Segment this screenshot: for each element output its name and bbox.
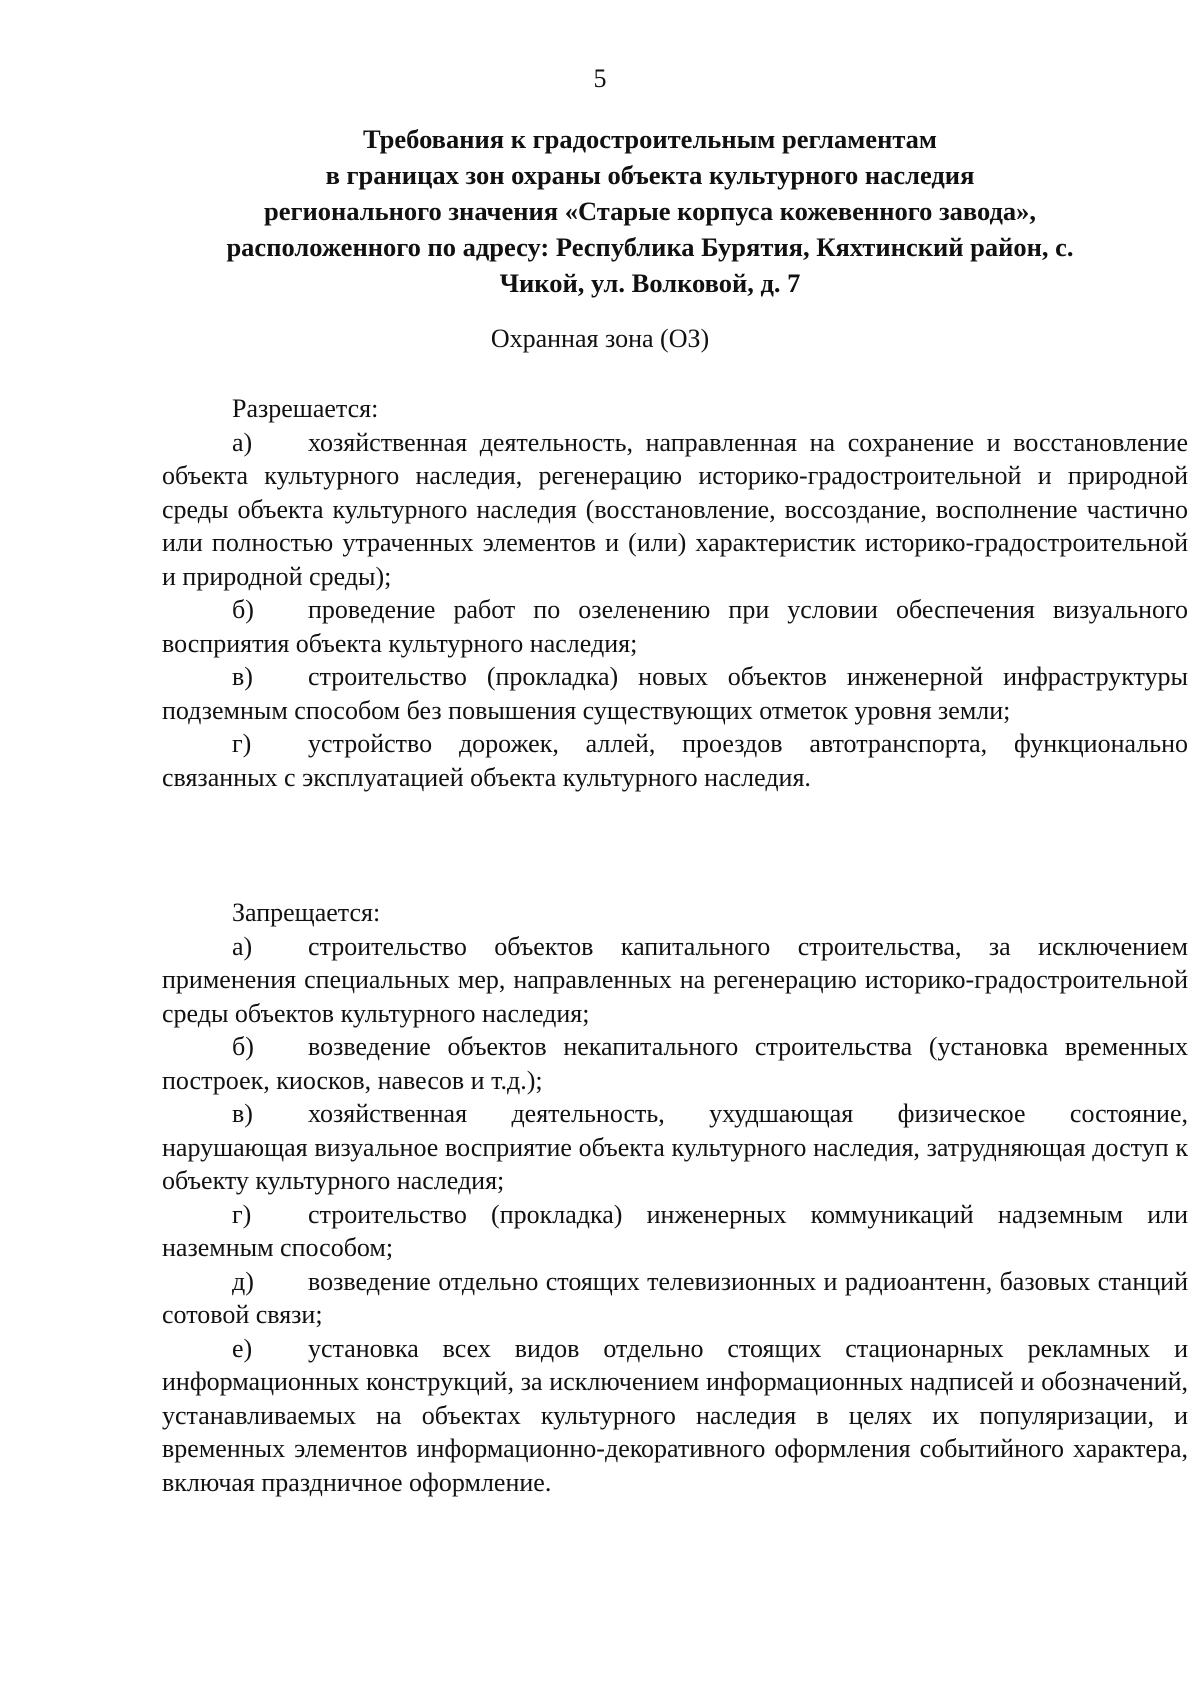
item-letter: в) [232, 1099, 253, 1128]
item-text: проведение работ по озеленению при условии обеспечения визуального восприятия объекта культурного наследия; [162, 595, 1188, 658]
title-line: расположенного по адресу: Республика Бурятия, Кяхтинский район, с. [226, 232, 1074, 262]
title-line: регионального значения «Старые корпуса кожевенного завода», [263, 196, 1037, 226]
forbidden-heading: Запрещается: [232, 898, 381, 927]
item-text: возведение отдельно стоящих телевизионных и радиоантенн, базовых станций сотовой связи; [162, 1266, 1188, 1329]
page-number: 5 [593, 64, 607, 93]
item-text: хозяйственная деятельность, ухудшающая физическое состояние, нарушающая визуальное восприятие объекта культурного наследия, затрудняющая доступ к объекту культурного наследия; [162, 1099, 1188, 1195]
item-text: установка всех видов отдельно стоящих стационарных рекламных и информационных конструкций, за исключением информационных надписей и обозначений, устанавливаемых на объектах культурного наследия в целях их популяризации, и временных элементов информационно-декоративного оформления событийного характера, включая праздничное оформление. [162, 1333, 1188, 1497]
item-letter: г) [232, 729, 252, 758]
allowed-item-g [162, 727, 1188, 794]
forbidden-item-b [162, 1030, 1188, 1097]
forbidden-section [162, 896, 1188, 1499]
item-text: строительство (прокладка) новых объектов инженерной инфраструктуры подземным способом без повышения существующих отметок уровня земли; [162, 662, 1188, 725]
title-line: в границах зон охраны объекта культурного наследия [325, 160, 975, 190]
item-text: возведение объектов некапитального строительства (установка временных построек, киосков, навесов и т.д.); [162, 1032, 1188, 1095]
allowed-section [162, 392, 1188, 794]
item-text: устройство дорожек, аллей, проездов автотранспорта, функционально связанных с эксплуатацией объекта культурного наследия. [162, 729, 1188, 792]
allowed-item-a [162, 426, 1188, 594]
item-letter: д) [232, 1266, 254, 1296]
allowed-item-v [162, 660, 1188, 727]
item-letter: г) [232, 1199, 252, 1229]
item-letter: б) [232, 595, 254, 624]
item-text: строительство (прокладка) инженерных коммуникаций надземным или наземным способом; [162, 1199, 1188, 1262]
forbidden-item-v [162, 1097, 1188, 1198]
forbidden-item-g [162, 1198, 1188, 1265]
item-letter: е) [232, 1333, 253, 1363]
item-letter: а) [232, 931, 253, 961]
item-text: строительство объектов капитального строительства, за исключением применения специальных мер, направленных на регенерацию историко-градостроительной среды объектов культурного наследия; [162, 931, 1188, 1028]
forbidden-item-e [162, 1332, 1188, 1500]
allowed-item-b [162, 593, 1188, 660]
item-letter: б) [232, 1032, 254, 1061]
document-title [150, 121, 1150, 301]
title-line: Чикой, ул. Волковой, д. 7 [499, 268, 801, 298]
title-line: Требования к градостроительным регламентам [363, 124, 937, 154]
item-text: хозяйственная деятельность, направленная на сохранение и восстановление объекта культурного наследия, регенерацию историко-градостроительной и природной среды объекта культурного наследия (восстановление, воссоздание, восполнение частично или полностью утраченных элементов и (или) характеристик историко-градостроительной и природной среды); [162, 427, 1188, 591]
zone-title: Охранная зона (ОЗ) [490, 324, 710, 353]
allowed-heading: Разрешается: [232, 394, 379, 423]
item-letter: а) [232, 427, 253, 457]
item-letter: в) [232, 662, 253, 691]
forbidden-item-a [162, 930, 1188, 1031]
forbidden-item-d [162, 1265, 1188, 1332]
